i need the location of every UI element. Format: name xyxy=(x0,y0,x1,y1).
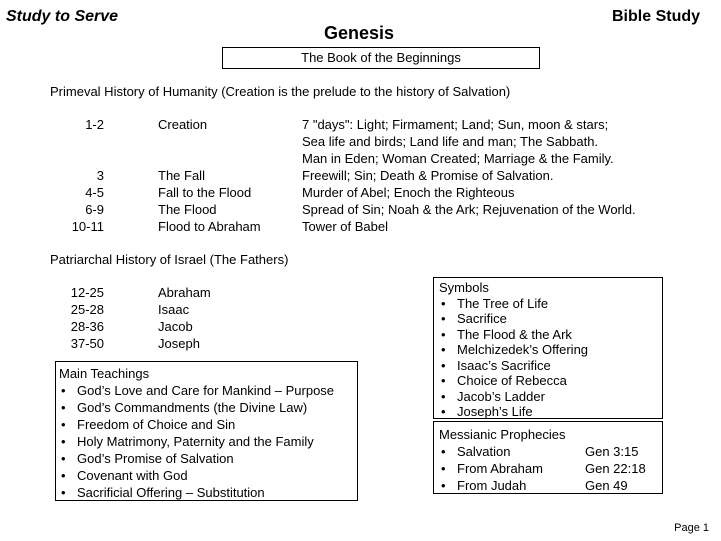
symbol-item: • Sacrifice xyxy=(439,311,662,327)
symbol-item: • Isaac’s Sacrifice xyxy=(439,358,662,374)
patriarch-name: Isaac xyxy=(158,302,190,317)
symbols-heading: Symbols xyxy=(439,280,489,295)
section-title: Fall to the Flood xyxy=(158,185,252,200)
teaching-item: • Covenant with God xyxy=(59,467,357,484)
chapter-ref: 1-2 xyxy=(85,117,104,132)
section-title xyxy=(158,133,261,150)
page-title: Genesis xyxy=(324,23,395,43)
subtitle-box: The Book of the Beginnings xyxy=(222,47,540,69)
section-title: The Fall xyxy=(158,168,205,183)
chapter-ref: 28-36 xyxy=(70,319,104,334)
chapter-ref: 37-50 xyxy=(70,336,104,351)
prophecy-reference: Gen 3:15 xyxy=(585,444,639,459)
prophecy-label: Salvation xyxy=(457,444,511,459)
section-description: Murder of Abel; Enoch the Righteous xyxy=(302,185,515,200)
teaching-item: • God’s Promise of Salvation xyxy=(59,450,357,467)
teaching-item: • God’s Commandments (the Divine Law) xyxy=(59,399,357,416)
prophecy-reference: Gen 49 xyxy=(585,478,628,493)
prophecies-heading: Messianic Prophecies xyxy=(439,427,566,442)
patriarch-name: Abraham xyxy=(158,285,211,300)
symbols-box xyxy=(433,277,663,419)
patriarchal-names-column xyxy=(158,284,211,352)
patriarchal-chapters-column xyxy=(54,284,104,352)
header-left-title: Study to Serve xyxy=(6,8,119,25)
section-description: 7 "days": Light; Firmament; Land; Sun, moon & stars; xyxy=(302,117,609,132)
section-description: Spread of Sin; Noah & the Ark; Rejuvenation of the World. xyxy=(302,202,636,217)
symbol-item: • The Flood & the Ark xyxy=(439,327,662,343)
chapter-ref xyxy=(54,133,104,150)
prophecy-item xyxy=(439,443,662,460)
teaching-item: • Freedom of Choice and Sin xyxy=(59,416,357,433)
section-title xyxy=(158,150,261,167)
symbol-item: • Jacob’s Ladder xyxy=(439,389,662,405)
patriarchal-heading: Patriarchal History of Israel (The Fathers) xyxy=(50,252,289,267)
section-title: The Flood xyxy=(158,202,217,217)
symbol-item: • Melchizedek’s Offering xyxy=(439,342,662,358)
teaching-item: • God’s Love and Care for Mankind – Purpose xyxy=(59,382,357,399)
section-description: Freewill; Sin; Death & Promise of Salvation. xyxy=(302,168,554,183)
chapter-ref xyxy=(54,150,104,167)
primeval-descriptions-column xyxy=(302,116,636,235)
patriarch-name: Joseph xyxy=(158,336,200,351)
messianic-prophecies-box xyxy=(433,421,663,494)
primeval-heading: Primeval History of Humanity (Creation is the prelude to the history of Salvation) xyxy=(50,84,511,99)
section-title: Creation xyxy=(158,117,208,132)
section-title: Flood to Abraham xyxy=(158,219,261,234)
prophecy-reference: Gen 22:18 xyxy=(585,461,646,476)
patriarch-name: Jacob xyxy=(158,319,193,334)
section-description: Sea life and birds; Land life and man; The Sabbath. xyxy=(302,134,599,149)
primeval-chapters-column xyxy=(54,116,104,235)
page-number: Page 1 xyxy=(674,522,709,534)
chapter-ref: 10-11 xyxy=(71,219,104,234)
chapter-ref: 3 xyxy=(96,168,104,183)
main-teachings-box xyxy=(55,361,358,501)
symbol-item: • Choice of Rebecca xyxy=(439,373,662,389)
symbol-item: • Joseph’s Life xyxy=(439,404,662,420)
symbol-item: • The Tree of Life xyxy=(439,296,662,312)
primeval-titles-column xyxy=(158,116,261,235)
prophecy-item xyxy=(439,477,662,494)
chapter-ref: 4-5 xyxy=(85,185,104,200)
chapter-ref: 12-25 xyxy=(70,285,104,300)
prophecy-label: From Abraham xyxy=(457,461,543,476)
prophecy-item xyxy=(439,460,662,477)
header-right-title: Bible Study xyxy=(612,8,701,25)
teaching-item: • Sacrificial Offering – Substitution xyxy=(59,484,357,501)
section-description: Man in Eden; Woman Created; Marriage & the Family. xyxy=(302,151,614,166)
chapter-ref: 6-9 xyxy=(85,202,104,217)
prophecy-label: From Judah xyxy=(457,478,527,493)
main-teachings-heading: Main Teachings xyxy=(59,366,150,381)
teaching-item: • Holy Matrimony, Paternity and the Family xyxy=(59,433,357,450)
section-description: Tower of Babel xyxy=(302,219,388,234)
chapter-ref: 25-28 xyxy=(70,302,104,317)
